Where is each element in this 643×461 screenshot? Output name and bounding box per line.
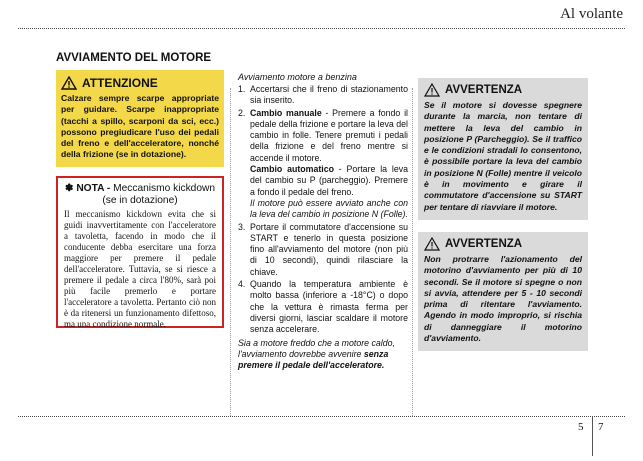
closing-bold: senza premere il pedale dell'acceleratore. [238, 348, 389, 371]
warning-title: AVVERTENZA [445, 84, 523, 96]
closing-note [238, 338, 408, 372]
step-4 [238, 279, 408, 335]
warning-body: Se il motore si dovesse spegnere durante la marcia, non tentare di mettere la leva del cambio in posizione P (Parcheggio). Se il traffico e le condizioni stradali lo consentono, è possibile portare la leva del cambio in posizione N (Folle) mentre il veicolo è in movimento e girare il commutatore d'accensione su START per tentare di riavviare il motore. [424, 100, 582, 212]
step-number: 4. [238, 279, 246, 290]
nota-box [56, 176, 224, 328]
automatic-label: Cambio automatico [250, 164, 334, 175]
step-note: Il motore può essere avviato anche con la leva del cambio in posizione N (Folle). [250, 197, 408, 220]
step-1 [238, 84, 408, 107]
left-column [56, 52, 224, 328]
closing-text: Sia a motore freddo che a motore caldo, l'avviamento dovrebbe avvenire [238, 337, 395, 359]
header-divider [18, 28, 625, 29]
subsection-title: Avviamento motore a benzina [238, 72, 357, 82]
right-column [418, 78, 588, 351]
footer-separator [592, 416, 593, 456]
section-title: AVVIAMENTO DEL MOTORE [56, 52, 212, 64]
section-number: 5 [578, 421, 584, 433]
column-divider [412, 88, 413, 416]
warning-box [418, 232, 588, 351]
warning-triangle-icon [424, 237, 440, 251]
nota-title: Meccanismo kickdown [113, 182, 216, 194]
step-2 [238, 108, 408, 221]
warning-header [424, 237, 582, 251]
nota-prefix: ✽ NOTA - [64, 182, 114, 194]
manual-transmission-instruction [250, 108, 408, 164]
step-text: Accertarsi che il freno di stazionamento sia inserito. [250, 84, 408, 106]
footer-divider [18, 416, 625, 417]
header-title: Al volante [560, 6, 623, 22]
automatic-text: - Portare la leva del cambio su P (parcheggio). Premere a fondo il pedale del freno. [250, 164, 409, 197]
attention-box [56, 70, 224, 167]
column-divider [230, 88, 231, 416]
attention-header [61, 76, 219, 90]
warning-header [424, 83, 582, 97]
attention-body: Calzare sempre scarpe appropriate per guidare. Scarpe inappropriate (tacchi a spillo, scarponi da sci, ecc.) possono pregiudicare l'uso dei pedali del freno e dell'acceleratore, nonché della frizione (se in dotazione). [61, 93, 219, 160]
step-number: 3. [238, 221, 246, 232]
manual-label: Cambio manuale [250, 107, 322, 118]
warning-body: Non protrarre l'azionamento del motorino d'avviamento per più di 10 secondi. Se il motore si spegne o non si avvia, attendere per 5 - 10 secondi prima di ritentare l'avviamento. Agendo in modo improprio, si rischia di danneggiare il motorino d'avviamento. [424, 253, 582, 344]
manual-text: - Premere a fondo il pedale della frizione e portare la leva del cambio in folle. Tenere premuti i pedali della frizione e del freno mentre si accende il motore. [250, 107, 408, 163]
nota-header [64, 183, 216, 207]
step-number: 1. [238, 84, 246, 94]
step-text: Portare il commutatore d'accensione su START e tenerlo in questa posizione fino all'avviamento del motore (non più di 10 secondi), quindi rilasciare la chiave. [250, 221, 408, 277]
step-text: Quando la temperatura ambiente è molto bassa (inferiore a -18°C) o dopo che la vettura è rimasta ferma per diversi giorni, lasciar scaldare il motore senza accelerare. [250, 279, 408, 335]
attention-title: ATTENZIONE [82, 76, 158, 90]
warning-triangle-icon [424, 83, 440, 97]
warning-title: AVVERTENZA [445, 237, 523, 250]
nota-subtitle: (se in dotazione) [102, 194, 178, 206]
middle-column [238, 72, 408, 371]
warning-triangle-icon [61, 76, 77, 90]
automatic-transmission-instruction [250, 164, 408, 198]
page-number: 7 [598, 421, 604, 433]
nota-body: Il meccanismo kickdown evita che si guidi inavvertitamente con l'acceleratore a tavoletta, facendo in modo che il conducente debba esercitare una forza maggiore per premere il pedale dell'acceleratore. Tuttavia, se si riesce a premere il pedale a circa l'80%, sarà poi più facile premerlo e portare l'acceleratore a tavoletta. Pertanto ciò non è da ritenersi un funzionamento difettoso, ma una condizione normale. [64, 208, 216, 329]
warning-box [418, 78, 588, 220]
step-number: 2. [238, 107, 246, 118]
step-3 [238, 222, 408, 278]
